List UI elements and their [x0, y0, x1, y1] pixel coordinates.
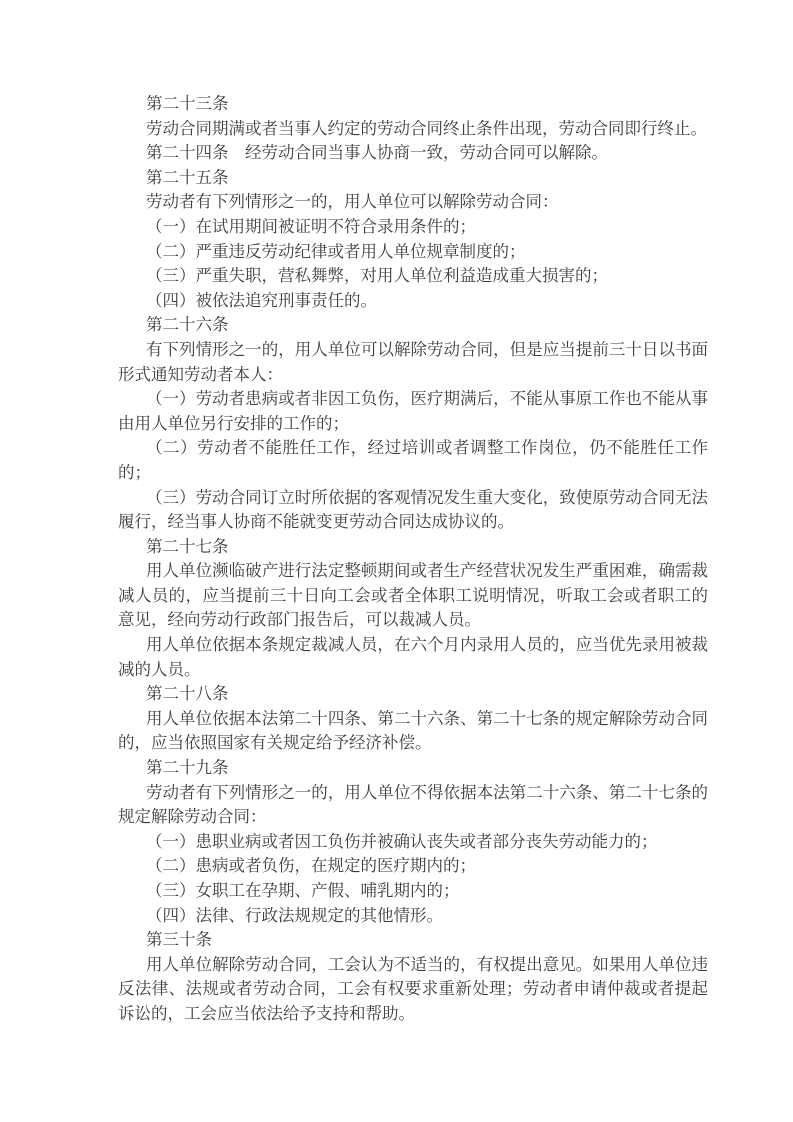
clause-list-item: （二）严重违反劳动纪律或者用人单位规章制度的；	[146, 241, 526, 261]
article-paragraph: 劳动合同期满或者当事人约定的劳动合同终止条件出现，劳动合同即行终止。	[146, 118, 707, 138]
article-paragraph: 用人单位依据本条规定裁减人员，在六个月内录用人员的，应当优先录用被裁减的人员。	[118, 635, 708, 679]
article-heading: 第二十五条	[146, 167, 229, 187]
clause-list-item: （二）劳动者不能胜任工作，经过培训或者调整工作岗位，仍不能胜任工作的；	[118, 438, 708, 482]
article-heading: 第三十条	[146, 930, 212, 950]
article-heading: 第二十九条	[146, 758, 229, 778]
article-heading: 第二十七条	[146, 536, 229, 556]
document-body	[118, 92, 708, 1027]
article-paragraph: 用人单位依据本法第二十四条、第二十六条、第二十七条的规定解除劳动合同的，应当依照国家有关规定给予经济补偿。	[118, 708, 708, 753]
clause-list-item: （一）在试用期间被证明不符合录用条件的；	[146, 216, 476, 236]
clause-list-item: （三）劳动合同订立时所依据的客观情况发生重大变化，致使原劳动合同无法履行，经当事人协商不能就变更劳动合同达成协议的。	[118, 487, 708, 532]
article-paragraph: 用人单位解除劳动合同，工会认为不适当的，有权提出意见。如果用人单位违反法律、法规或者劳动合同，工会有权要求重新处理；劳动者申请仲裁或者提起诉讼的，工会应当依法给予支持和帮助。	[118, 954, 708, 1023]
article-paragraph: 用人单位濒临破产进行法定整顿期间或者生产经营状况发生严重困难，确需裁减人员的，应当提前三十日向工会或者全体职工说明情况，听取工会或者职工的意见，经向劳动行政部门报告后，可以裁减人员。	[118, 561, 708, 630]
article-heading: 第二十六条	[146, 315, 229, 335]
article-paragraph: 劳动者有下列情形之一的，用人单位可以解除劳动合同：	[146, 192, 559, 212]
clause-list-item: （三）女职工在孕期、产假、哺乳期内的；	[146, 881, 460, 900]
article-heading: 第二十三条	[146, 94, 229, 113]
article-paragraph: 劳动者有下列情形之一的，用人单位不得依据本法第二十六条、第二十七条的规定解除劳动合同：	[118, 782, 708, 827]
article-paragraph: 有下列情形之一的，用人单位可以解除劳动合同，但是应当提前三十日以书面形式通知劳动者本人：	[118, 339, 708, 384]
clause-list-item: （四）被依法追究刑事责任的。	[146, 290, 377, 310]
clause-list-item: （二）患病或者负伤，在规定的医疗期内的；	[146, 856, 476, 876]
clause-list-item: （三）严重失职，营私舞弊，对用人单位利益造成重大损害的；	[146, 266, 608, 286]
article-heading: 第二十八条	[146, 684, 229, 704]
clause-list-item: （一）劳动者患病或者非因工负伤，医疗期满后，不能从事原工作也不能从事由用人单位另行安排的工作的；	[118, 389, 708, 433]
article-heading-with-text: 第二十四条 经劳动合同当事人协商一致，劳动合同可以解除。	[146, 143, 608, 163]
clause-list-item: （四）法律、行政法规规定的其他情形。	[146, 905, 443, 925]
clause-list-item: （一）患职业病或者因工负伤并被确认丧失或者部分丧失劳动能力的；	[146, 831, 658, 851]
